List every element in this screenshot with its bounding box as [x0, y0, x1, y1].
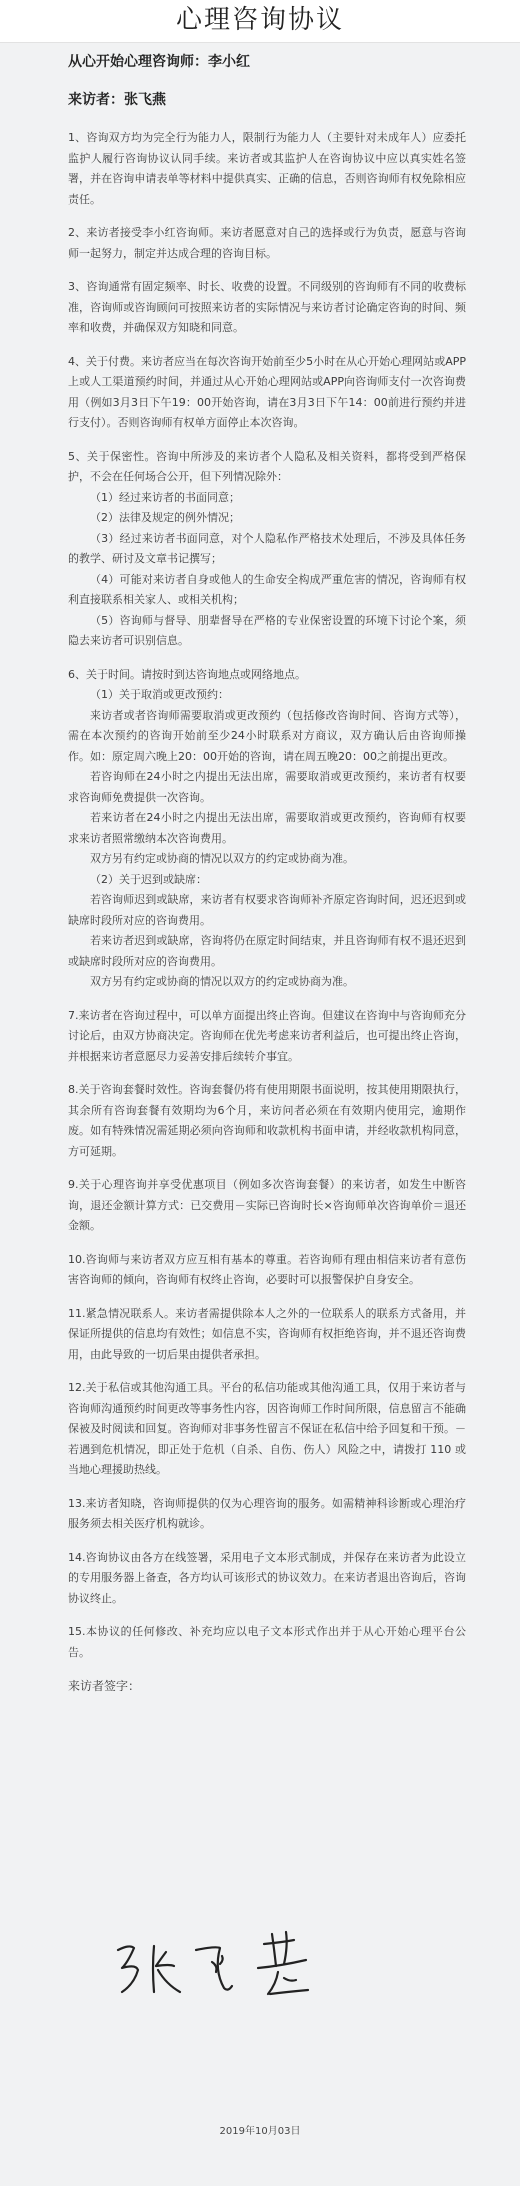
clause-10: 10.咨询师与来访者双方应互相有基本的尊重。若咨询师有理由相信来访者有意伤害咨询师的倾向，咨询师有权终止咨询，必要时可以报警保护自身安全。 [68, 1252, 466, 1286]
clause-8: 8.关于咨询套餐时效性。咨询套餐仍将有使用期限书面说明，按其使用期限执行，其余所有咨询套餐有效期均为6个月，来访问者必须在有效期内使用完，逾期作废。如有特殊情况需延期必须向咨询师和收款机构书面申请，并经收款机构同意，方可延期。 [68, 1083, 466, 1158]
clause-5-item-3: （3）经过来访者书面同意，对个人隐私作严格技术处理后，不涉及具体任务的教学、研讨及文章书记撰写； [68, 531, 466, 565]
clause-11: 11.紧急情况联系人。来访者需提供除本人之外的一位联系人的联系方式备用，并保证所提供的信息均有效性；如信息不实，咨询师有权拒绝咨询，并不退还咨询费用，由此导致的一切后果由提供者承担。 [68, 1306, 466, 1361]
client-line: 来访者：张飞燕 [68, 92, 166, 108]
page-title: 心理咨询协议 [175, 5, 344, 35]
clause-12: 12.关于私信或其他沟通工具。平台的私信功能或其他沟通工具，仅用于来访者与咨询师沟通预约时间更改等事务性内容，因咨询师工作时间所限，信息留言不能确保被及时阅读和回复。咨询师对非事务性留言不保证在私信中给予回复和干预。－若遇到危机情况，即正处于危机（自杀、自伤、伤人）风险之中，请拨打 110 或当地心理援助热线。 [68, 1381, 466, 1476]
clause-6-section-2-para-2: 若来访者迟到或缺席，咨询将仍在原定时间结束，并且咨询师有权不退还迟到或缺席时段所对应的咨询费用。 [68, 934, 466, 968]
clause-6-section-1-para-2: 若咨询师在24小时之内提出无法出席，需要取消或更改预约，来访者有权要求咨询师免费提供一次咨询。 [68, 770, 466, 804]
clause-6-section-2-title: （2）关于迟到或缺席： [90, 872, 207, 886]
clause-3: 3、咨询通常有固定频率、时长、收费的设置。不同级别的咨询师有不同的收费标准，咨询师或咨询顾问可按照来访者的实际情况与来访者讨论确定咨询的时间、频率和收费，并确保双方知晓和同意。 [68, 280, 466, 334]
agreement-body [68, 52, 466, 1696]
counselor-line: 从心开始心理咨询师：李小红 [68, 54, 250, 70]
clause-5-item-2: （2）法律及规定的例外情况； [90, 511, 240, 524]
clause-15: 15.本协议的任何修改、补充均应以电子文本形式作出并于从心开始心理平台公告。 [68, 1625, 466, 1659]
clause-5-item-5: （5）咨询师与督导、朋辈督导在严格的专业保密设置的环境下讨论个案，须隐去来访者可识别信息。 [68, 613, 466, 647]
clause-6-section-1-title: （1）关于取消或更改预约： [90, 688, 229, 701]
clause-14: 14.咨询协议由各方在线签署，采用电子文本形式制成，并保存在来访者为此设立的专用服务器上备查，各方均认可该形式的协议效力。在来访者退出咨询后，咨询协议终止。 [68, 1550, 466, 1605]
clause-5-intro: 5、关于保密性。咨询中所涉及的来访者个人隐私及相关资料，都将受到严格保护，不会在任何场合公开，但下列情况除外： [68, 449, 466, 483]
signature-label: 来访者签字： [68, 1679, 141, 1693]
clause-7: 7.来访者在咨询过程中，可以单方面提出终止咨询。但建议在咨询中与咨询师充分讨论后，由双方协商决定。咨询师在优先考虑来访者利益后，也可提出终止咨询，并根据来访者意愿尽力妥善安排后续转介事宜。 [68, 1008, 466, 1063]
clause-5 [68, 447, 466, 652]
handwritten-signature [108, 1926, 348, 2006]
clause-9: 9.关于心理咨询并享受优惠项目（例如多次咨询套餐）的来访者，如发生中断咨询，退还金额计算方式：已交费用－实际已咨询时长×咨询师单次咨询单价＝退还金额。 [68, 1178, 466, 1232]
clause-6-section-1-para-1: 来访者或者咨询师需要取消或更改预约（包括修改咨询时间、咨询方式等），需在本次预约的咨询开始前至少24小时联系对方商议，双方确认后由咨询师操作。如：原定周六晚上20：00开始的咨询，请在周五晚20：00之前提出更改。 [68, 708, 466, 763]
clause-2: 2、来访者接受李小红咨询师。来访者愿意对自己的选择或行为负责，愿意与咨询师一起努力，制定并达成合理的咨询目标。 [68, 226, 466, 260]
title-bar [0, 0, 520, 43]
clause-4: 4、关于付费。来访者应当在每次咨询开始前至少5小时在从心开始心理网站或APP上或人工渠道预约时间，并通过从心开始心理网站或APP向咨询师支付一次咨询费用（例如3月3日下午19：00开始咨询，请在3月3日下午14：00前进行预约并进行支付）。否则咨询师有权单方面停止本次咨询。 [68, 354, 466, 429]
clause-5-item-4: （4）可能对来访者自身或他人的生命安全构成严重危害的情况，咨询师有权利直接联系相关家人、或相关机构； [68, 572, 466, 606]
clause-13: 13.来访者知晓，咨询师提供的仅为心理咨询的服务。如需精神科诊断或心理治疗服务须去相关医疗机构就诊。 [68, 1496, 466, 1530]
clause-6-intro: 6、关于时间。请按时到达咨询地点或网络地点。 [68, 667, 306, 681]
clause-6-section-1-para-3: 若来访者在24小时之内提出无法出席，需要取消或更改预约，咨询师有权要求来访者照常缴纳本次咨询费用。 [68, 811, 466, 845]
clause-6 [68, 665, 466, 993]
clause-6-section-2-para-3: 双方另有约定或协商的情况以双方的约定或协商为准。 [90, 975, 354, 988]
clause-6-section-1-para-4: 双方另有约定或协商的情况以双方的约定或协商为准。 [90, 852, 354, 865]
signing-date: 2019年10月03日 [219, 2126, 301, 2137]
clause-6-section-2-para-1: 若咨询师迟到或缺席，来访者有权要求咨询师补齐原定咨询时间，迟还迟到或缺席时段所对应的咨询费用。 [68, 893, 466, 927]
clause-5-item-1: （1）经过来访者的书面同意； [90, 490, 240, 504]
clause-1: 1、咨询双方均为完全行为能力人，限制行为能力人（主要针对未成年人）应委托监护人履行咨询协议认同手续。来访者或其监护人在咨询协议中应以真实姓名签署，并在咨询申请表单等材料中提供真实、正确的信息，否则咨询师有权免除相应责任。 [68, 131, 466, 206]
